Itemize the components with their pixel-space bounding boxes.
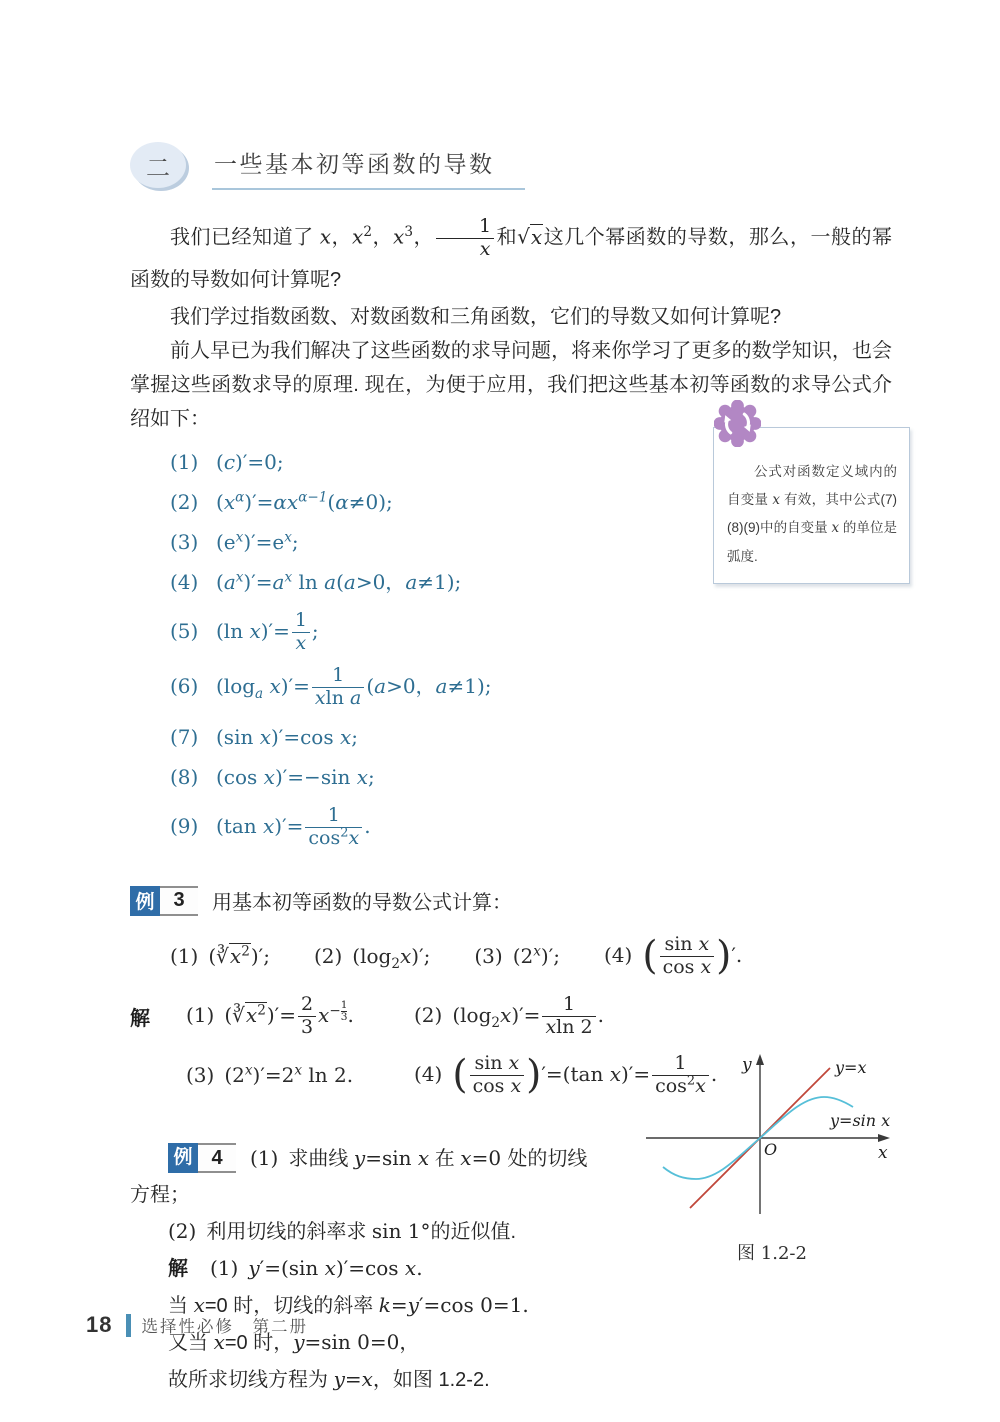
solution-label: 解: [130, 1008, 150, 1031]
example-badge: [130, 886, 198, 916]
origin-label: O: [764, 1140, 778, 1159]
example-3-header: [130, 886, 892, 916]
formula-8: (8) (cos x)′=−sin x;: [170, 765, 375, 790]
curve-label: y=sin x: [830, 1111, 891, 1130]
y-axis-label: y: [742, 1055, 752, 1075]
formula-5: (5) (ln x)′= $\frac{1}{x}$ ;: [170, 608, 319, 654]
section-number: 二: [146, 154, 170, 182]
paragraph-intro-1: 我们已经知道了 x，$x^2$，$x^3$， $\frac{1}{x}$ 和√x这几个幂函数的导数，那么，一般的幂函数的导数如何计算呢?: [130, 215, 893, 291]
example-4-solution-1: 解 (1) y′=(sin x)′=cos x.: [168, 1255, 423, 1280]
example-3-solution-row-1: [130, 994, 892, 1039]
formula-4: (4) $(a^x)'=a^x$ ln a(a>0，a≠1);: [170, 569, 462, 594]
example-3-problems: [170, 934, 892, 979]
sine-tangent-plot: [638, 1046, 906, 1218]
problem-1: (1) $(∛x^2)'$;: [170, 943, 270, 969]
problem-4: (4) ( $\frac{\text{sin x}}{\text{cos x}}$ )′.: [604, 932, 743, 979]
footer-book-title: 选择性必修 第二册: [141, 1318, 308, 1336]
solution-3: (3) $(2^x)'=2^x$ ln 2.: [186, 1062, 354, 1088]
example-4: [130, 1140, 650, 1398]
formula-9: (9) (tan x)′= $\frac{1}{\cos^2x}$ .: [170, 804, 371, 849]
problem-3: (3) (2$^x$)′;: [474, 943, 560, 969]
example-4-question-1b: 方程；: [130, 1183, 190, 1206]
example-label: 例: [130, 886, 160, 916]
formula-7: (7) (sin x)′=cos x;: [170, 725, 358, 750]
example-label: 例: [168, 1143, 198, 1173]
formula-6: (6) ($\log_a$ x)′= $\frac{1}{\text{xln a}}$ (a>0，a≠1);: [170, 664, 492, 710]
example-4-solution-2: 当 x=0 时，切线的斜率 k=y′=cos 0=1.: [168, 1292, 529, 1317]
page-title: 一些基本初等函数的导数: [212, 146, 525, 190]
page-footer: [86, 1312, 308, 1338]
page-number: 18: [86, 1312, 113, 1337]
section-header: [130, 142, 892, 190]
paragraph-intro-3: 前人早已为我们解决了这些函数的求导问题，将来你学习了更多的数学知识，也会掌握这些函数求导的原理. 现在，为便于应用，我们把这些基本初等函数的求导公式介绍如下：: [130, 339, 892, 430]
formula-1: (1) (c)′=0;: [170, 449, 284, 474]
example-4-solution-3: 又当 x=0 时，y=sin 0=0，: [168, 1329, 420, 1354]
x-axis-label: x: [878, 1143, 888, 1163]
paragraph-intro-2: 我们学过指数函数、对数函数和三角函数，它们的导数又如何计算呢?: [170, 305, 782, 328]
solution-4: (4) ( $\frac{\text{sin x}}{\text{cos x}}$ )′=(tan x)′= $\frac{1}{\cos^2x}$ .: [414, 1052, 718, 1098]
footer-divider-bar: [126, 1314, 131, 1337]
section-number-badge: [130, 142, 186, 188]
example-4-question-1: (1) 求曲线 y=sin x 在 x=0 处的切线: [250, 1145, 588, 1170]
line-label: y=x: [835, 1058, 867, 1077]
example-4-header: [168, 1140, 650, 1177]
formula-2: (2) $(x^\alpha)'=\alpha x^{\alpha-1}(\alpha\ne 0)$;: [170, 489, 393, 514]
formula-3: (3) $(e^x)'=e^x$;: [170, 529, 299, 554]
example-number: 3: [160, 886, 198, 916]
solution-1: (1) $(∛x^2)'=$ $\frac{2}{3}$ $x^{- \frac{1}{3}}$ .: [186, 993, 354, 1039]
example-3-title: 用基本初等函数的导数公式计算：: [212, 892, 512, 915]
example-4-solution-4: 故所求切线方程为 y=x，如图 1.2-2.: [168, 1366, 490, 1391]
problem-2: (2) $(\log_2x)'$;: [313, 944, 431, 973]
figure-caption: 图 1.2-2: [737, 1243, 807, 1264]
refresh-rosette-icon: [714, 400, 761, 447]
figure-1-2-2: [638, 1046, 906, 1265]
sqrt-x: √x: [517, 224, 543, 249]
margin-note-box: [713, 427, 910, 584]
example-number: 4: [198, 1143, 236, 1173]
solution-2: (2) $(\log_2x)'=$ $\frac{1}{xln 2}$ .: [414, 993, 604, 1039]
example-4-question-2: (2) 利用切线的斜率求 sin 1°的近似值.: [168, 1218, 517, 1243]
example-badge: [168, 1143, 236, 1173]
note-text: 公式对函数定义域内的自变量 x 有效，其中公式(7)(8)(9)中的自变量 x 的单位是弧度.: [727, 464, 897, 565]
inline-fraction: $\frac{1}{x}$: [436, 216, 494, 261]
